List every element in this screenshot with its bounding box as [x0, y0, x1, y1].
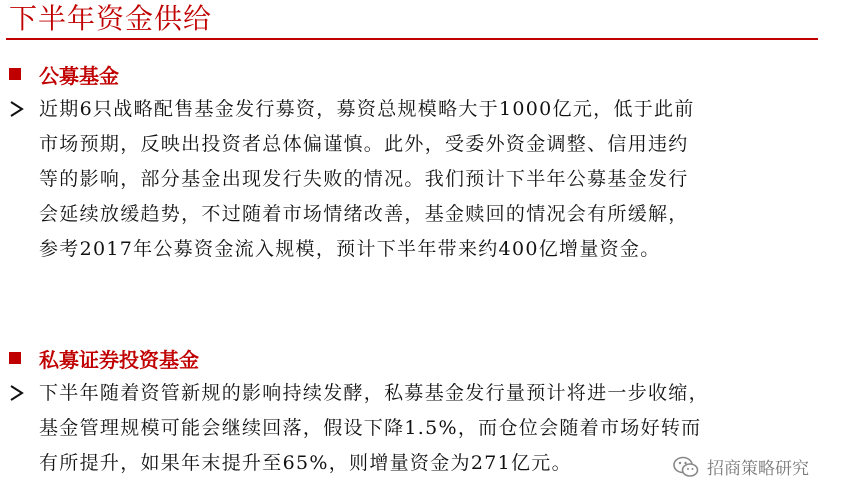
section-heading-text: 私募证券投资基金 [39, 347, 199, 372]
section-public-funds [6, 60, 695, 267]
square-bullet-icon [9, 68, 21, 80]
bullet-paragraph [6, 92, 695, 267]
watermark-text: 招商策略研究 [707, 459, 809, 479]
paragraph-line: 基金管理规模可能会继续回落，假设下降1.5%，而仓位会随着市场好转而 [39, 417, 702, 439]
paragraph-line: 等的影响，部分基金出现发行失败的情况。我们预计下半年公募基金发行 [39, 168, 689, 190]
square-bullet-icon [9, 352, 21, 364]
title-divider [6, 38, 818, 40]
section-private-funds [6, 344, 709, 481]
paragraph-line: 近期6只战略配售基金发行募资，募资总规模略大于1000亿元，低于此前 [39, 98, 695, 120]
paragraph-line: 有所提升，如果年末提升至65%，则增量资金为271亿元。 [39, 452, 572, 474]
slide-title: 下半年资金供给 [9, 2, 213, 35]
paragraph-line: 市场预期，反映出投资者总体偏谨慎。此外，受委外资金调整、信用违约 [39, 133, 689, 155]
paragraph-line: 参考2017年公募资金流入规模，预计下半年带来约400亿增量资金。 [39, 238, 661, 260]
bullet-paragraph [6, 376, 709, 481]
watermark [669, 454, 813, 479]
section-heading-text: 公募基金 [39, 63, 119, 88]
arrow-bullet-icon [8, 378, 26, 408]
section-heading [6, 344, 676, 372]
paragraph-line: 会延续放缓趋势，不过随着市场情绪改善，基金赎回的情况会有所缓解， [39, 203, 689, 225]
arrow-bullet-icon [8, 94, 26, 124]
paragraph-line: 下半年随着资管新规的影响持续发酵，私募基金发行量预计将进一步收缩， [39, 382, 709, 404]
section-heading [6, 60, 662, 88]
wechat-icon [673, 456, 699, 478]
